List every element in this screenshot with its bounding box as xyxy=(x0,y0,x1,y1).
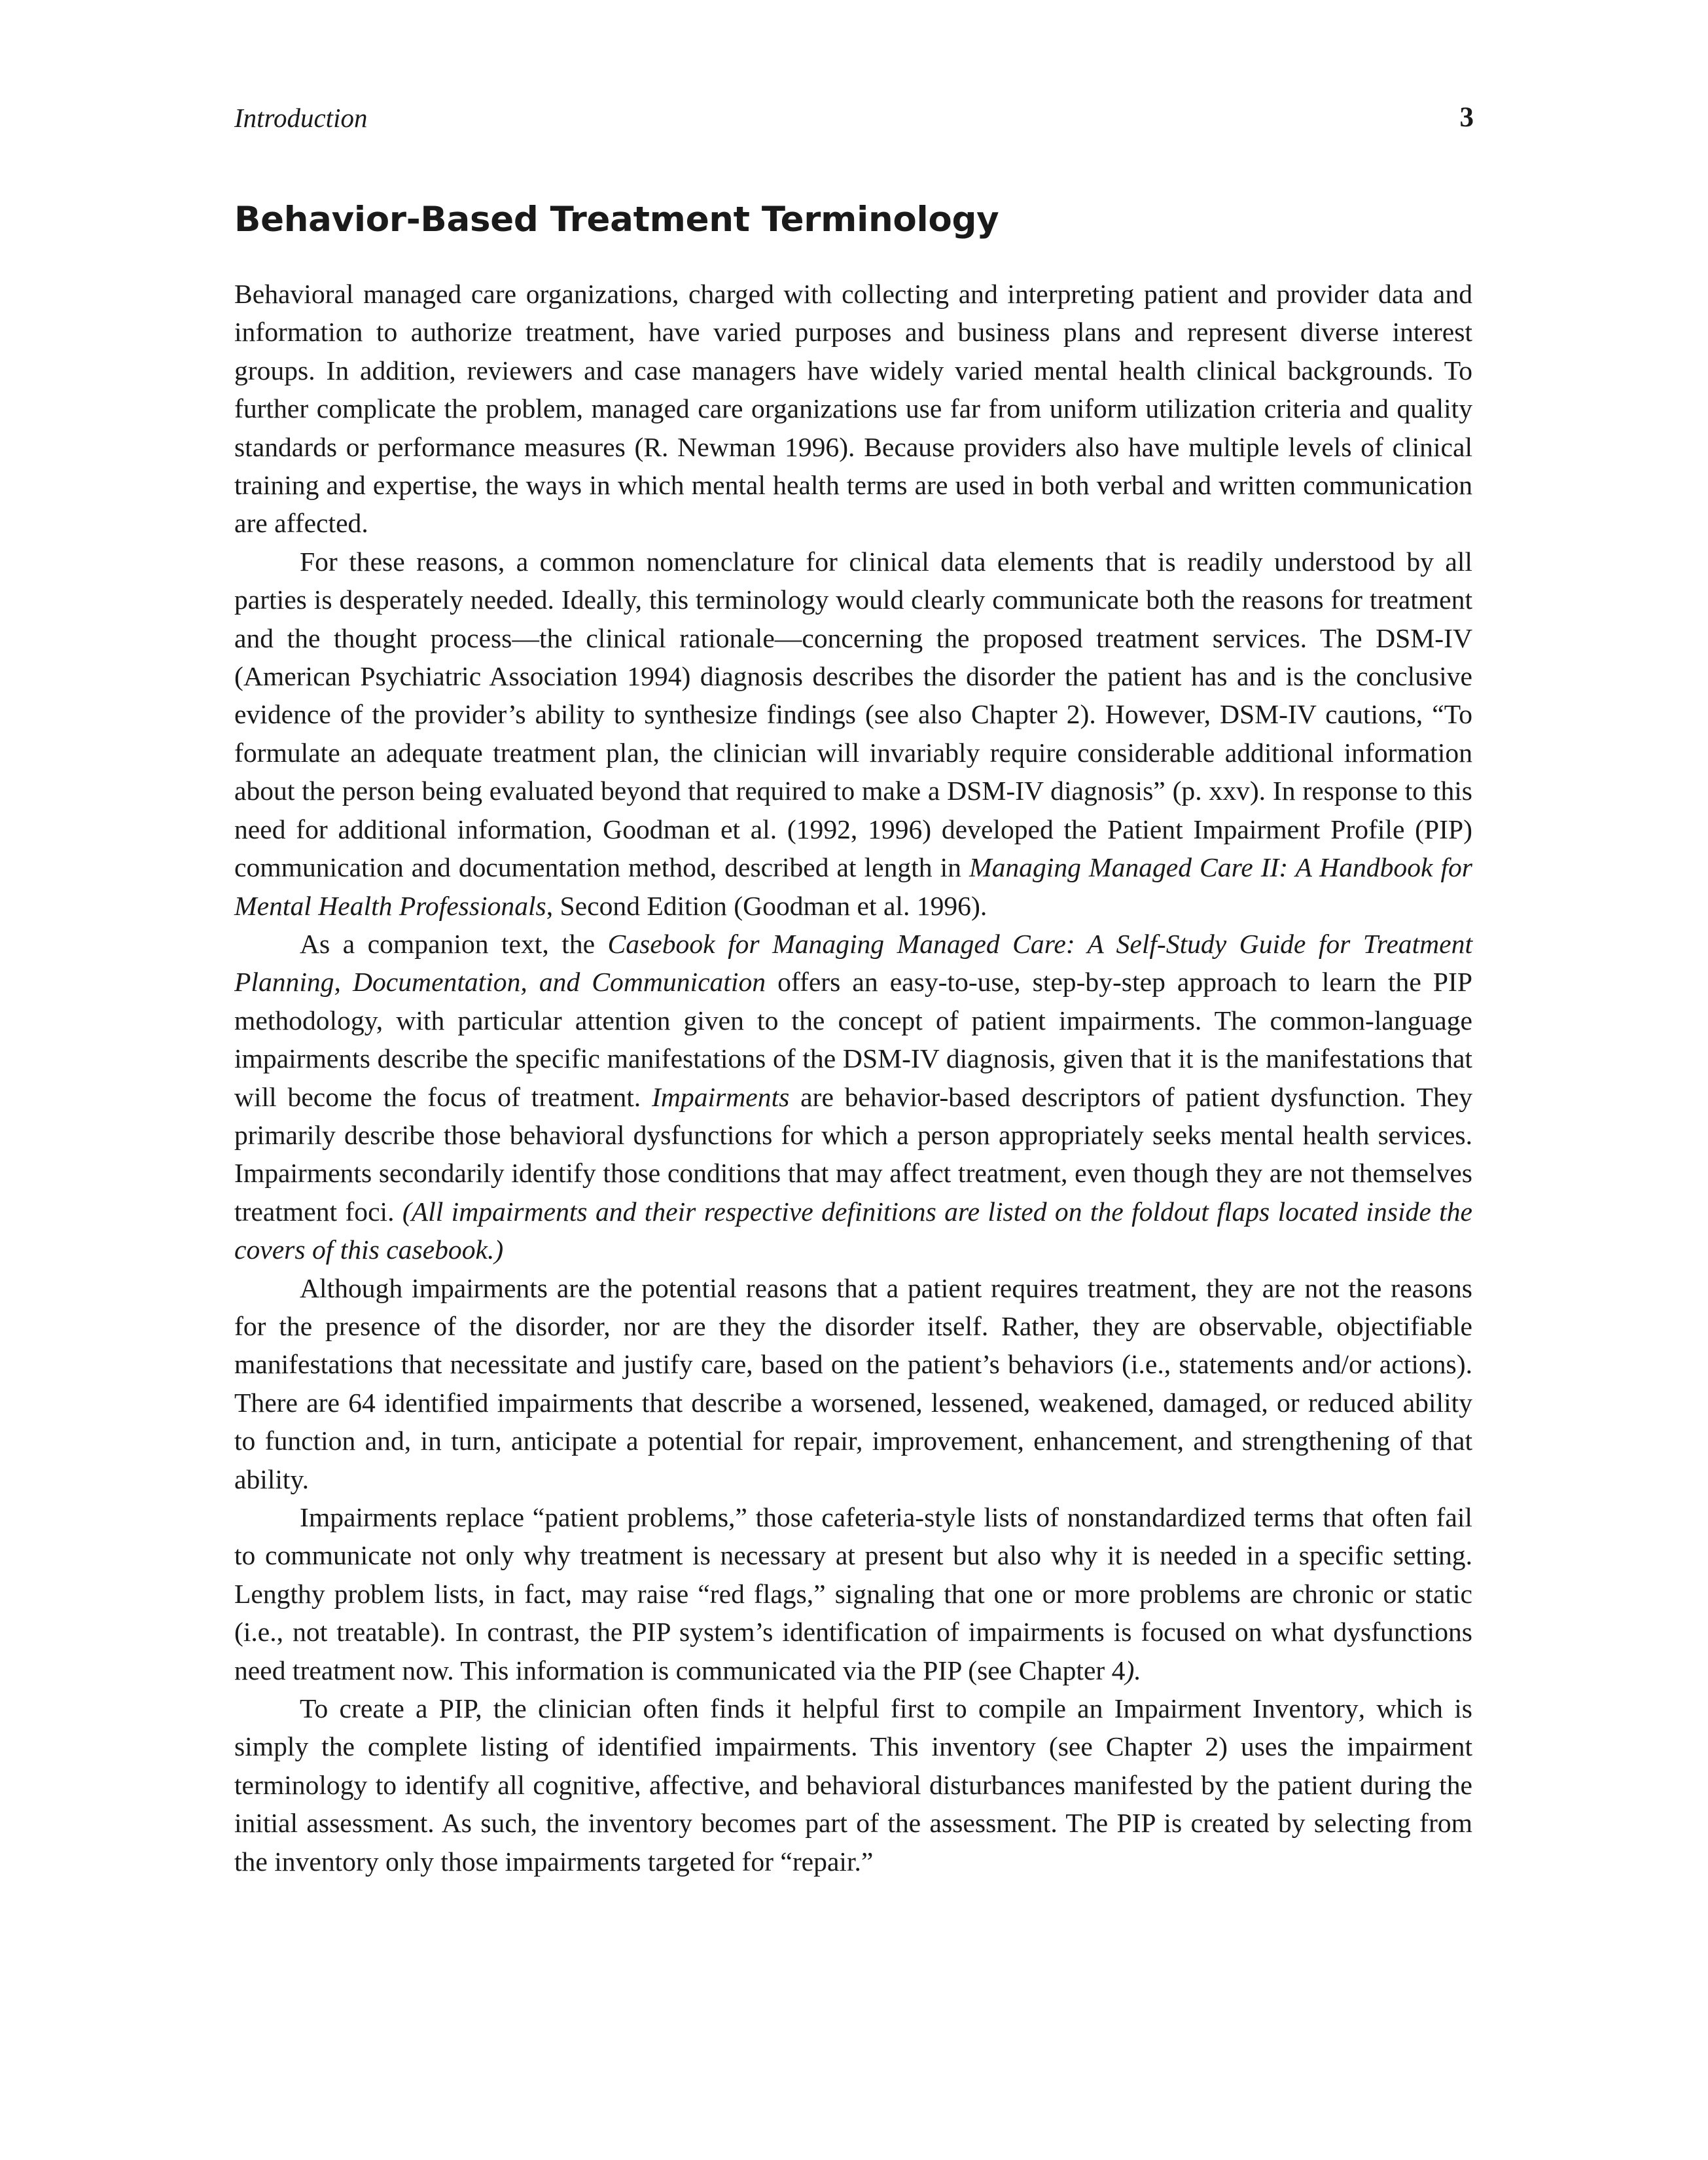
page-number: 3 xyxy=(1459,102,1474,133)
paragraph-6-comma: , xyxy=(1358,1693,1366,1724)
paragraph-3-text-c: are behavior-based descriptors of patient dysfunction. They primarily describe those behavioral dysfunctions for which a person appropriately seeks mental health services. Impairments secondarily identify those conditions that may affect treatment, even though they are not themselves treatment foci. xyxy=(234,1081,1472,1227)
paragraph-3-book-title: Casebook for Managing Managed Care: A Self-Study Guide for Treatment Planning, Documentation, and Communication xyxy=(234,928,1472,998)
running-head-title: Introduction xyxy=(234,103,368,133)
paragraph-3-text-b: offers an easy-to-use, step-by-step approach to learn the PIP methodology, with particular attention given to the concept of patient impairments. The common-language impairments describe the specific manifestations of the DSM-IV diagnosis, given that it is the manifestations that will become the focus of treatment. xyxy=(234,967,1472,1112)
running-head xyxy=(234,99,1474,136)
paragraph-2-book-title: Managing Managed Care II: A Handbook for Mental Health Professionals xyxy=(234,852,1472,921)
paragraph-5 xyxy=(234,1498,1472,1689)
paragraph-1: Behavioral managed care organizations, charged with collecting and interpreting patient and provider data and information to authorize treatment, have varied purposes and business plans and represent diverse interest groups. In addition, reviewers and case managers have widely varied mental health clinical backgrounds. To further complicate the problem, managed care organizations use far from uniform utilization criteria and quality standards or performance measures (R. Newman 1996). Because providers also have multiple levels of clinical training and expertise, the ways in which mental health terms are used in both verbal and written communication are affected. xyxy=(234,279,1472,539)
paragraph-5-text-a: Impairments replace “patient problems,” those cafeteria-style lists of nonstandardized terms that often fail to communicate not only why treatment is necessary at present but also why it is needed in a specific setting. Lengthy problem lists, in fact, may raise “red flags,” signaling that one or more problems are chronic or static (i.e., not treatable). In contrast, the PIP system’s identification of impairments is focused on what dysfunctions need treatment now. This information is communicated via the PIP (see Chapter 4 xyxy=(234,1502,1472,1685)
paragraph-3-note: (All impairments and their respective definitions are listed on the foldout flaps located inside the covers of this casebook.) xyxy=(234,1196,1472,1265)
section-heading: Behavior-Based Treatment Terminology xyxy=(234,200,999,240)
paragraph-2 xyxy=(234,543,1472,925)
paragraph-6-text-a: To create a PIP, the clinician often finds it helpful first to compile an Impairment Inventory xyxy=(300,1693,1359,1724)
paragraph-5-closing: ). xyxy=(1125,1655,1141,1685)
body-text xyxy=(234,275,1472,1881)
paragraph-6-text-b: which is simply the complete listing of identified impairments. This inventory (see Chapter 2) uses the impairment terminology to identify all cognitive, affective, and behavioral disturbances manifested by the patient during the initial assessment. As such, the inventory becomes part of the assessment. The PIP is created by selecting from the inventory only those impairments targeted for “repair.” xyxy=(234,1693,1472,1877)
paragraph-4: Although impairments are the potential reasons that a patient requires treatment, they are not the reasons for the presence of the disorder, nor are they the disorder itself. Rather, they are observable, objectifiable manifestations that necessitate and justify care, based on the patient’s behaviors (i.e., statements and/or actions). There are 64 identified impairments that describe a worsened, lessened, weakened, damaged, or reduced ability to function and, in turn, anticipate a potential for repair, improvement, enhancement, and strengthening of that ability. xyxy=(234,1272,1472,1494)
paragraph-3-text-a: As a companion text, the xyxy=(300,928,608,959)
paragraph-3-term: Impairments xyxy=(652,1081,790,1112)
paragraph-2-text-b: , Second Edition (Goodman et al. 1996). xyxy=(546,890,987,921)
paragraph-6 xyxy=(234,1689,1472,1881)
paragraph-3 xyxy=(234,925,1472,1269)
paragraph-2-text-a: For these reasons, a common nomenclature for clinical data elements that is readily understood by all parties is desperately needed. Ideally, this terminology would clearly communicate both the reasons for treatment and the thought process—the clinical rationale—concerning the proposed treatment services. The DSM-IV (American Psychiatric Association 1994) diagnosis describes the disorder the patient has and is the conclusive evidence of the provider’s ability to synthesize findings (see also Chapter 2). However, DSM-IV cautions, “To formulate an adequate treatment plan, the clinician will invariably require considerable additional information about the person being evaluated beyond that required to make a DSM-IV diagnosis” (p. xxv). In response to this need for additional information, Goodman et al. (1992, 1996) developed the Patient Impairment Profile (PIP) communication and documentation method, described at length in xyxy=(234,546,1472,883)
